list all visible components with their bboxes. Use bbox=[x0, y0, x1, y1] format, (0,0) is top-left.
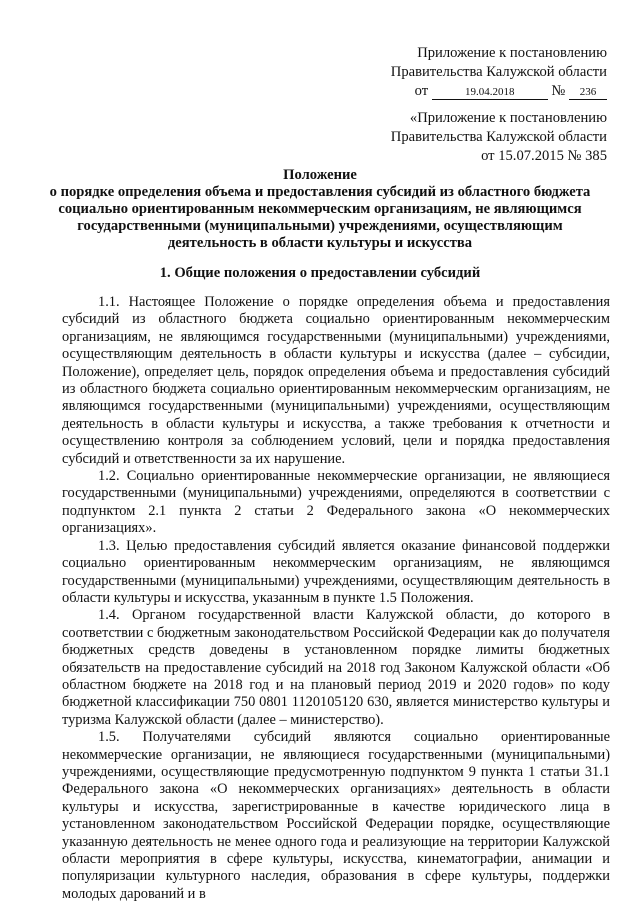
approval-header bbox=[391, 44, 607, 101]
title-line5: деятельность в области культуры и искусства bbox=[167, 235, 473, 251]
paragraph-1-2: 1.2. Социально ориентированные некоммерческие организации, не являющиеся государственными (муниципальными) учреждениями, определяются в соответствии с подпунктом 2.1 пункта 2 статьи 2 Федерального закона «О некоммерческих организациях». bbox=[62, 468, 610, 537]
title-line2: о порядке определения объема и предоставления субсидий из областного бюджета bbox=[49, 184, 591, 200]
from-label: от bbox=[414, 83, 429, 99]
approval-header-line2: Правительства Калужской области bbox=[390, 64, 607, 80]
approval-header-line1: Приложение к постановлению bbox=[417, 45, 607, 61]
original-header bbox=[391, 109, 607, 166]
original-header-line1: «Приложение к постановлению bbox=[409, 110, 607, 126]
paragraph-1-5: 1.5. Получателями субсидий являются социально ориентированные некоммерческие организации, не являющиеся государственными (муниципальными) учреждениями, осуществляющие предусмотренную подпунктом 9 пункта 1 статьи 31.1 Федерального закона «О некоммерческих организациях» деятельность в области культуры и искусства, зарегистрированные в качестве юридического лица в установленном законодательством Российской Федерации порядке, осуществляющие указанную деятельность не менее одного года и реализующие на территории Калужской области мероприятия в сфере культуры, искусства, кинематографии, анимации и популяризации культурного наследия, образования в сфере культуры, поддержки молодых дарований и в bbox=[62, 729, 610, 902]
original-header-line3: от 15.07.2015 № 385 bbox=[481, 148, 607, 164]
number-label: № bbox=[551, 83, 566, 99]
document-title bbox=[40, 167, 600, 252]
title-line4: государственными (муниципальными) учреждениями, осуществляющим bbox=[77, 218, 563, 234]
document-body bbox=[62, 294, 610, 903]
title-line3: социально ориентированным некоммерческим организациям, не являющимся bbox=[58, 201, 582, 217]
approval-date-line bbox=[391, 82, 607, 101]
paragraph-1-4: 1.4. Органом государственной власти Калужской области, до которого в соответствии с бюджетным законодательством Российской Федерации как до получателя бюджетных средств доведены в установленном порядке лимиты бюджетных обязательств на предоставление субсидий на 2018 год Законом Калужской области «Об областном бюджете на 2018 год и на плановый период 2019 и 2020 годов» по коду бюджетной классификации 750 0801 1120105120 630, является министерство культуры и туризма Калужской области (далее – министерство). bbox=[62, 607, 610, 728]
title-line1: Положение bbox=[283, 167, 357, 183]
section-heading: 1. Общие положения о предоставлении субсидий bbox=[159, 265, 481, 281]
approval-date: 19.04.2018 bbox=[432, 85, 548, 100]
paragraph-1-3: 1.3. Целью предоставления субсидий является оказание финансовой поддержки социально ориентированным некоммерческим организациям, не являющимся государственными (муниципальными) учреждениями, осуществляющим деятельность в области культуры и искусства, указанным в пункте 1.5 Положения. bbox=[62, 537, 610, 606]
original-header-line2: Правительства Калужской области bbox=[390, 129, 607, 145]
approval-number: 236 bbox=[569, 85, 607, 100]
paragraph-1-1: 1.1. Настоящее Положение о порядке определения объема и предоставления субсидий из областного бюджета социально ориентированным некоммерческим организациям, не являющимся государственными (муниципальными) учреждениями, осуществляющим деятельность в области культуры и искусства (далее – субсидии, Положение), определяет цель, порядок определения объема и предоставления субсидий из областного бюджета социально ориентированным некоммерческим организациям, не являющимся государственными (муниципальными) учреждениями, осуществляющим деятельность в области культуры и искусства, а также требования к отчетности и осуществлению контроля за соблюдением условий, цели и порядка предоставления субсидий и ответственности за их нарушение. bbox=[62, 294, 610, 467]
